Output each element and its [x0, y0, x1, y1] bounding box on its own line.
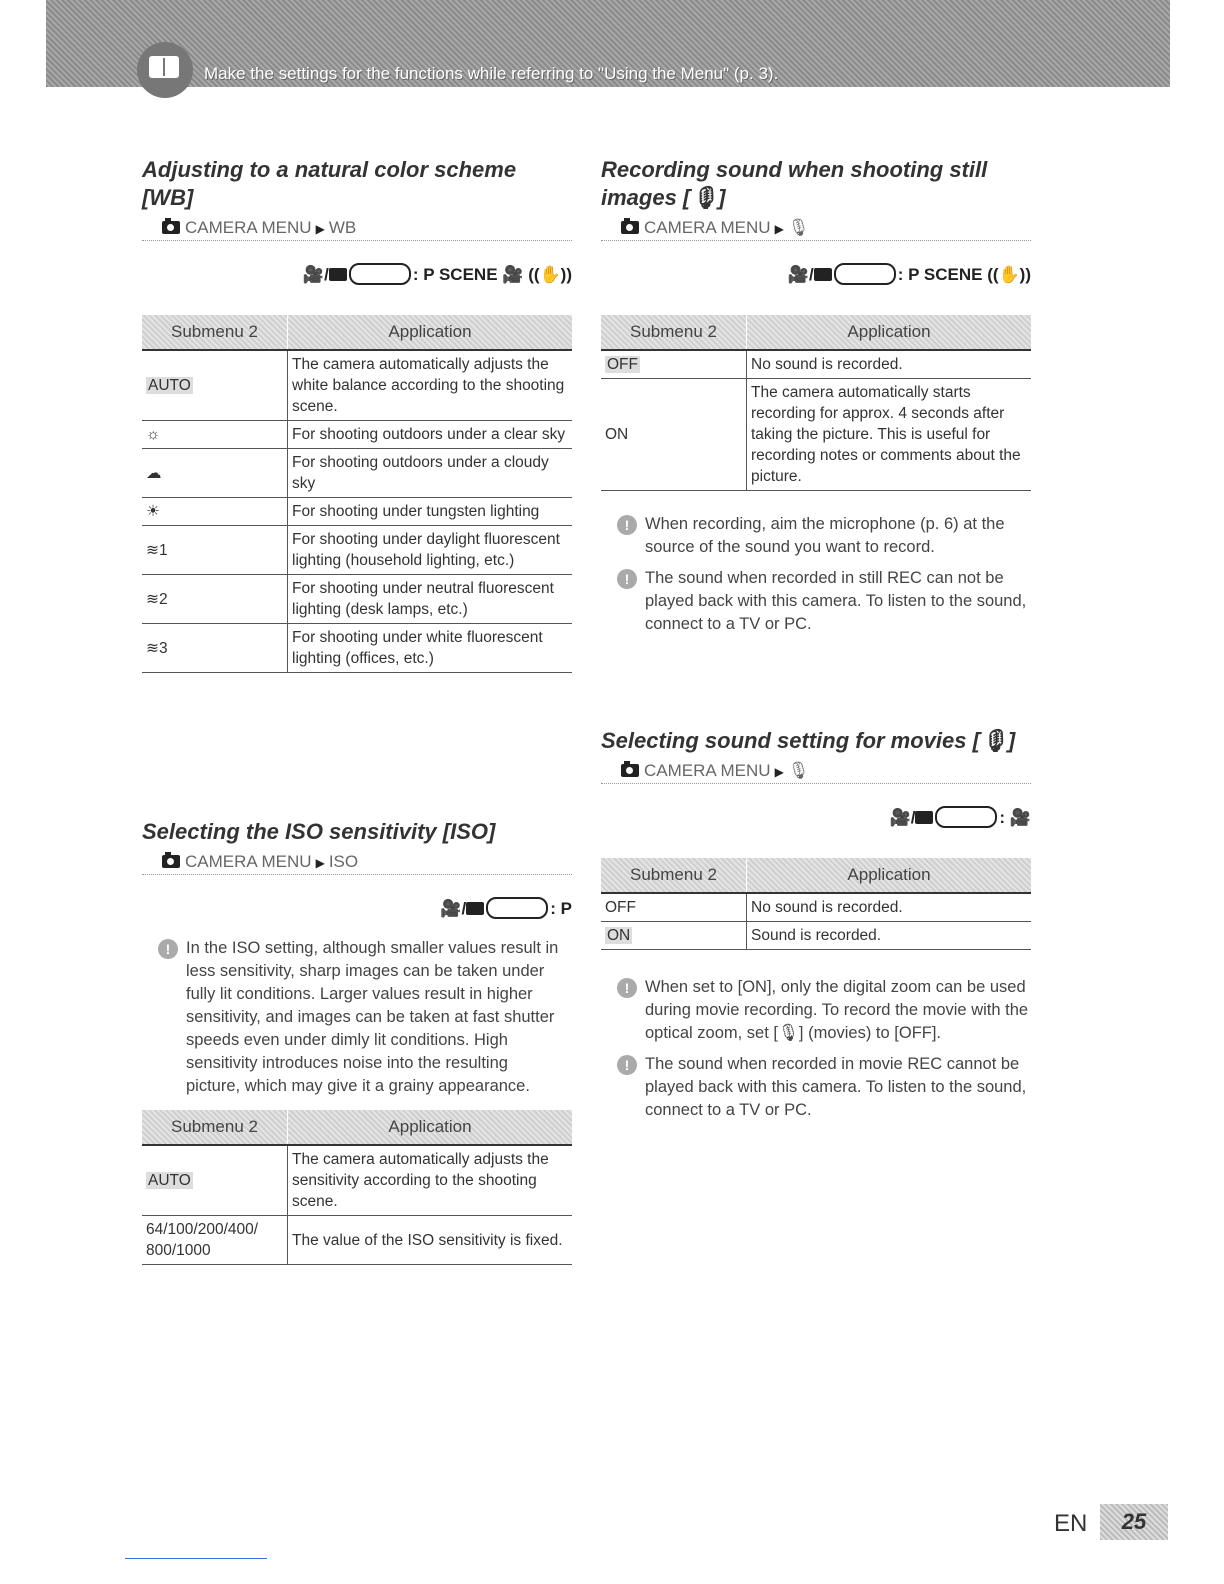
still-sound-table: Submenu 2 Application OFF No sound is recorded. ON The camera automatically starts recording for approx. 4 seconds after taking the picture. This is useful for recording notes or comments about the picture.	[601, 315, 1031, 491]
mode-dial-icon	[935, 806, 997, 828]
movie-icon: 🎥	[1009, 808, 1031, 827]
mode-dial-icon	[349, 263, 411, 285]
table-row: AUTO The camera automatically adjusts the sensitivity according to the shooting scene.	[142, 1145, 572, 1216]
table-row: ≋2 For shooting under neutral fluorescent lighting (desk lamps, etc.)	[142, 575, 572, 624]
movie-icon: 🎥	[302, 265, 325, 284]
note-icon: !	[617, 515, 637, 535]
arrow-icon: ▶	[315, 222, 325, 236]
table-row: ☀ For shooting under tungsten lighting	[142, 498, 572, 526]
iso-section	[142, 818, 572, 1265]
still-sound-title: Recording sound when shooting still images [🎙]	[601, 157, 988, 210]
table-row: OFF No sound is recorded.	[601, 893, 1031, 922]
movie-sound-note-2: ! The sound when recorded in movie REC cannot be played back with this camera. To listen to the sound, connect to a TV or PC.	[601, 1053, 1031, 1122]
still-sound-section	[601, 156, 1031, 644]
fluorescent-3-icon: ≋3	[142, 624, 288, 673]
wb-mode-indicators: 🎥/ : P SCENE 🎥 ((✋))	[302, 265, 572, 284]
fluorescent-2-icon: ≋2	[142, 575, 288, 624]
camera-icon	[466, 902, 484, 915]
movie-icon: 🎥	[787, 265, 809, 284]
note-icon: !	[617, 1055, 637, 1075]
table-row: ☼ For shooting outdoors under a clear sky	[142, 421, 572, 449]
movie-sound-menu-path: CAMERA MENU ▶ 🎙	[601, 759, 1031, 784]
fluorescent-1-icon: ≋1	[142, 526, 288, 575]
camera-icon	[329, 268, 347, 281]
still-sound-menu-path: CAMERA MENU ▶ 🎙	[601, 216, 1031, 241]
note-icon: !	[158, 939, 178, 959]
movie-sound-section	[601, 727, 1031, 1130]
camera-icon	[162, 855, 180, 868]
iso-menu-path: CAMERA MENU ▶ ISO	[142, 850, 572, 875]
camera-icon	[162, 221, 180, 234]
iso-table: Submenu 2 Application AUTO The camera automatically adjusts the sensitivity according to the shooting scene. 64/100/200/400/ 800/1000 The value of the ISO sensitivity is fixed.	[142, 1110, 572, 1265]
page-number: 25	[1100, 1504, 1168, 1540]
shake-icon: ((✋))	[987, 265, 1031, 284]
iso-mode-indicators: 🎥/ : P	[440, 899, 572, 918]
mode-dial-icon	[486, 897, 548, 919]
iso-title: Selecting the ISO sensitivity [ISO]	[142, 819, 496, 844]
mode-dial-icon	[834, 263, 896, 285]
movie-icon: 🎥	[889, 808, 911, 827]
movie-sound-note-1: ! When set to [ON], only the digital zoom can be used during movie recording. To record the movie with the optical zoom, set [🎙] (movies) to [OFF].	[601, 976, 1031, 1045]
still-sound-mode-indicators: 🎥/ : P SCENE ((✋))	[787, 265, 1031, 284]
wb-table: Submenu 2 Application AUTO The camera automatically adjusts the white balance according to the shooting scene. ☼ For shooting outdoors under a clear sky ☁ For shooting outdoors under a cloudy sky ☀ For shooting under tungsten lighting ≋1 For shooting under daylight fluorescent lighting (household lighting, etc.) ≋2 For shooting under neutral fluorescent lighting (desk lamps, etc.) ≋3 For shooting under white fluorescent lighting (offices, etc.)	[142, 315, 572, 673]
movie-icon: 🎥	[502, 265, 524, 284]
movie-icon: 🎥	[440, 899, 462, 918]
table-row: 64/100/200/400/ 800/1000 The value of the ISO sensitivity is fixed.	[142, 1216, 572, 1265]
table-row: OFF No sound is recorded.	[601, 350, 1031, 379]
arrow-icon: ▶	[774, 222, 784, 236]
camera-icon	[915, 811, 933, 824]
microphone-icon: 🎙	[787, 761, 810, 780]
movie-sound-title: Selecting sound setting for movies [🎙]	[601, 728, 1016, 753]
still-sound-note-2: ! The sound when recorded in still REC can not be played back with this camera. To listen to the sound, connect to a TV or PC.	[601, 567, 1031, 636]
cloudy-icon: ☁	[142, 449, 288, 498]
note-icon: !	[617, 569, 637, 589]
table-row: AUTO The camera automatically adjusts the white balance according to the shooting scene.	[142, 350, 572, 421]
table-row: ≋1 For shooting under daylight fluorescent lighting (household lighting, etc.)	[142, 526, 572, 575]
sunny-icon: ☼	[142, 421, 288, 449]
movie-sound-table: Submenu 2 Application OFF No sound is recorded. ON Sound is recorded.	[601, 858, 1031, 950]
wb-menu-path: CAMERA MENU ▶ WB	[142, 216, 572, 241]
camera-icon	[621, 764, 639, 777]
tungsten-icon: ☀	[142, 498, 288, 526]
table-row: ≋3 For shooting under white fluorescent lighting (offices, etc.)	[142, 624, 572, 673]
wb-section	[142, 156, 572, 673]
footer-line	[125, 1558, 267, 1559]
arrow-icon: ▶	[315, 856, 325, 870]
wb-title: Adjusting to a natural color scheme [WB]	[142, 157, 517, 210]
banner-text: Make the settings for the functions while referring to "Using the Menu" (p. 3).	[204, 64, 779, 83]
table-row: ☁ For shooting outdoors under a cloudy sky	[142, 449, 572, 498]
table-row: ON The camera automatically starts recording for approx. 4 seconds after taking the picture. This is useful for recording notes or comments about the picture.	[601, 379, 1031, 491]
iso-note: ! In the ISO setting, although smaller values result in less sensitivity, sharp images can be taken under fully lit conditions. Larger values result in higher sensitivity, and images can be taken at fast shutter speeds even under dimly lit conditions. High sensitivity introduces noise into the resulting picture, which may give it a grainy appearance.	[142, 937, 572, 1098]
arrow-icon: ▶	[774, 765, 784, 779]
note-icon: !	[617, 978, 637, 998]
movie-sound-mode-indicators: 🎥/ : 🎥	[889, 808, 1031, 827]
language-label: EN	[1054, 1510, 1088, 1537]
camera-icon	[814, 268, 832, 281]
camera-icon	[621, 221, 639, 234]
book-icon	[137, 42, 193, 98]
shake-icon: ((✋))	[528, 265, 572, 284]
microphone-icon: 🎙	[787, 218, 810, 237]
table-row: ON Sound is recorded.	[601, 922, 1031, 950]
still-sound-note-1: ! When recording, aim the microphone (p. 6) at the source of the sound you want to record.	[601, 513, 1031, 559]
